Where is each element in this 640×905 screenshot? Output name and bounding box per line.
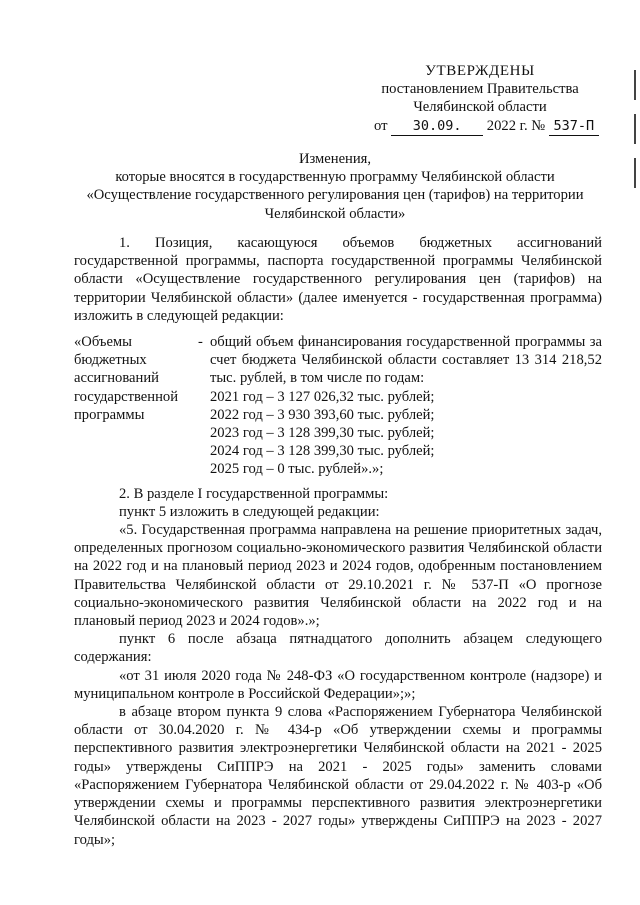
year-line: 2024 год – 3 128 399,30 тыс. рублей; xyxy=(210,443,435,460)
year-line: 2025 год – 0 тыс. рублей».»; xyxy=(210,461,384,478)
approval-date-line xyxy=(374,117,599,136)
approval-block xyxy=(360,62,600,117)
year-line: 2023 год – 3 128 399,30 тыс. рублей; xyxy=(210,425,435,442)
table-left-line: государственной xyxy=(74,388,179,405)
approval-title: УТВЕРЖДЕНЫ xyxy=(425,63,535,79)
year-label: 2022 г. № xyxy=(486,118,546,134)
table-left-line: ассигнований xyxy=(74,370,159,387)
margin-mark xyxy=(628,70,636,100)
paragraph: «5. Государственная программа направлена на решение приоритетных задач, определенных прогнозом социально-экономического развития Челябинской области на 2022 год и на плановый период 2023 и 2024 годов, одобренным постановлением Правительства Челябинской области от 29.10.2021 г. № 537-П «О прогнозе социально-экономического развития Челябинской области на 2022 год и на плановый период 2023 и 2024 годов».»; xyxy=(74,522,602,630)
table-dash: - xyxy=(198,334,203,351)
table-right-column xyxy=(210,333,602,479)
table-left-line: «Объемы xyxy=(74,334,132,351)
margin-mark xyxy=(628,114,636,144)
table-right-text: общий объем финансирования государственной программы за счет бюджета Челябинской области составляет 13 314 218,52 тыс. рублей, в том числе по годам: xyxy=(210,334,602,387)
heading-line: которые вносятся в государственную программу Челябинской области xyxy=(115,169,555,186)
paragraph: в абзаце втором пункта 9 слова «Распоряжением Губернатора Челябинской области от 30.04.2020 г. № 434-р «Об утверждении схемы и программы перспективного развития электроэнергетики Челябинской области на 2021 - 2025 годы» утверждены СиППРЭ на 2021 - 2025 годы» заменить словами «Распоряжением Губернатора Челябинской области от 29.04.2022 г. № 403-р «Об утверждении схемы и программы перспективного развития электроэнергетики Челябинской области на 2023 - 2027 годы» утверждены СиППРЭ на 2023 - 2027 годы»; xyxy=(74,704,602,848)
heading-line: «Осуществление государственного регулирования цен (тарифов) на территории xyxy=(86,187,584,204)
paragraph: 2. В разделе I государственной программы: xyxy=(119,485,389,502)
paragraph: 1. Позиция, касающуюся объемов бюджетных ассигнований государственной программы, паспорта государственной программы Челябинской области «Осуществление государственного регулирования цен (тарифов) на территории Челябинской области» (далее именуется - государственная программа) изложить в следующей редакции: xyxy=(74,235,602,324)
paragraph: пункт 5 изложить в следующей редакции: xyxy=(119,503,380,520)
paragraph: пункт 6 после абзаца пятнадцатого дополнить абзацем следующего содержания: xyxy=(74,631,602,666)
document-body xyxy=(74,234,602,849)
approval-line: Челябинской области xyxy=(413,99,547,116)
table-left-line: бюджетных xyxy=(74,352,147,369)
number-blank xyxy=(549,117,599,136)
date-blank xyxy=(391,117,483,136)
year-line: 2022 год – 3 930 393,60 тыс. рублей; xyxy=(210,406,435,423)
heading-line: Челябинской области» xyxy=(264,205,406,222)
table-left-line: программы xyxy=(74,406,145,423)
approval-number: 537-П xyxy=(553,118,595,134)
budget-table xyxy=(74,333,602,479)
paragraph: «от 31 июля 2020 года № 248-ФЗ «О государственном контроле (надзоре) и муниципальном контроле в Российской Федерации»;»; xyxy=(74,667,602,702)
document-heading xyxy=(68,150,602,223)
margin-mark xyxy=(628,158,636,188)
approval-line: постановлением Правительства xyxy=(381,81,579,98)
approval-date: 30.09. xyxy=(412,118,462,134)
year-line: 2021 год – 3 127 026,32 тыс. рублей; xyxy=(210,388,435,405)
heading-line: Изменения, xyxy=(298,151,372,167)
margin-marks xyxy=(628,70,636,202)
from-label: от xyxy=(374,118,388,134)
table-left-column xyxy=(74,333,198,479)
